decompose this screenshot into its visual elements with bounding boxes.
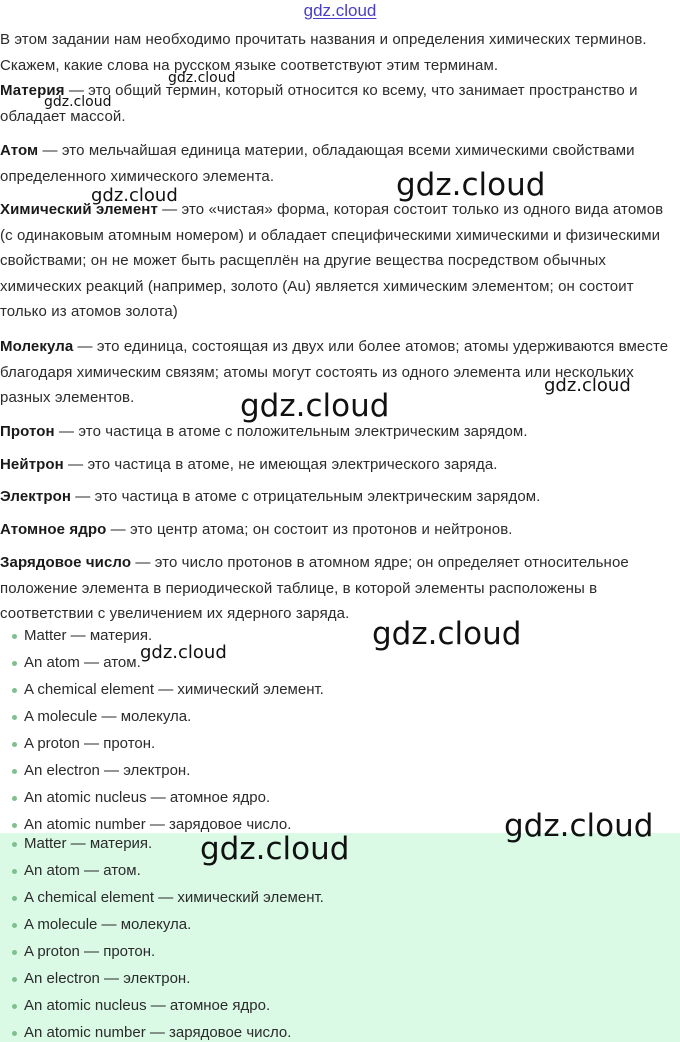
bullet-icon (12, 977, 17, 982)
definition-atom (0, 138, 678, 189)
watermark: gdz.cloud (544, 375, 631, 396)
list-item: An atom — атом. (0, 857, 680, 884)
list-item: A molecule — молекула. (0, 911, 680, 938)
watermark: gdz.cloud (140, 642, 227, 663)
list-item: An atomic nucleus — атомное ядро. (0, 992, 680, 1019)
definition-text: — это общий термин, который относится ко всему, что занимает пространство и обладает массой. (0, 82, 638, 125)
list-item: An atom — атом. (0, 649, 680, 676)
watermark: gdz.cloud (168, 70, 236, 86)
definition-term: Атомное ядро (0, 521, 107, 538)
watermark: gdz.cloud (91, 185, 178, 206)
list-item: An atomic nucleus — атомное ядро. (0, 784, 680, 811)
definition-text: — это частица в атоме с отрицательным электрическим зарядом. (71, 488, 541, 505)
list-item: A proton — протон. (0, 938, 680, 965)
definition-term: Материя (0, 82, 65, 99)
definition-term: Электрон (0, 488, 72, 505)
definition-term: Химический элемент (0, 201, 158, 218)
bullet-icon (12, 823, 17, 828)
list-item: An electron — электрон. (0, 965, 680, 992)
definition-text: — это частица в атоме с положительным электрическим зарядом. (54, 423, 528, 440)
definition-electron (0, 484, 678, 510)
definition-text: — это центр атома; он состоит из протонов и нейтронов. (106, 521, 513, 538)
definition-term: Нейтрон (0, 456, 64, 473)
watermark: gdz.cloud (372, 616, 522, 652)
definition-atomic-number (0, 550, 678, 627)
watermark: gdz.cloud (44, 94, 112, 110)
list-item: A molecule — молекула. (0, 703, 680, 730)
bullet-icon (12, 842, 17, 847)
list-item: An electron — электрон. (0, 757, 680, 784)
bullet-icon (12, 742, 17, 747)
definition-text: — это мельчайшая единица материи, обладающая всеми химическими свойствами определенного химического элемента. (0, 142, 635, 185)
list-item: An atomic number — зарядовое число. (0, 1019, 680, 1042)
definition-chemical-element (0, 197, 678, 325)
definition-text: — это число протонов в атомном ядре; он определяет относительное положение элемента в периодической таблице, в которой элементы расположены в соответствии с увеличением их ядерного заряда. (0, 554, 629, 622)
definition-term: Атом (0, 142, 39, 159)
bullet-icon (12, 796, 17, 801)
watermark: gdz.cloud (240, 388, 390, 424)
list-item: Matter — материя. (0, 622, 680, 649)
list-item: A proton — протон. (0, 730, 680, 757)
bullet-icon (12, 896, 17, 901)
definition-text: — это частица в атоме, не имеющая электрического заряда. (63, 456, 498, 473)
bullet-icon (12, 688, 17, 693)
site-brand-link[interactable]: gdz.cloud (303, 1, 377, 20)
definition-atomic-nucleus (0, 517, 678, 543)
definition-term: Зарядовое число (0, 554, 132, 571)
bullet-icon (12, 634, 17, 639)
definition-term: Молекула (0, 338, 74, 355)
bullet-icon (12, 661, 17, 666)
bullet-icon (12, 950, 17, 955)
list-item: Matter — материя. (0, 830, 680, 857)
bullet-icon (12, 769, 17, 774)
bullet-icon (12, 923, 17, 928)
definition-text: — это единица, состоящая из двух или более атомов; атомы удерживаются вместе благодаря химическим связям; атомы могут состоять из одного элемента или нескольких разных элементов. (0, 338, 669, 406)
bullet-icon (12, 715, 17, 720)
list-item: A chemical element — химический элемент. (0, 676, 680, 703)
bullet-icon (12, 869, 17, 874)
definition-term: Протон (0, 423, 55, 440)
bullet-icon (12, 1031, 17, 1036)
list-item: An atomic number — зарядовое число. (0, 811, 680, 838)
watermark: gdz.cloud (504, 808, 654, 844)
definition-neutron (0, 452, 678, 478)
list-item: A chemical element — химический элемент. (0, 884, 680, 911)
watermark: gdz.cloud (200, 831, 350, 867)
terms-list (0, 622, 680, 838)
bullet-icon (12, 1004, 17, 1009)
intro-paragraph: В этом задании нам необходимо прочитать названия и определения химических терминов. Скажем, какие слова на русском языке соответствуют этим терминам. (0, 31, 647, 74)
definition-text: — это «чистая» форма, которая состоит только из одного вида атомов (с одинаковым атомным номером) и обладает специфическими химическими и физическими свойствами; он не может быть расщеплён на другие вещества посредством обычных химических реакций (например, золото (Au) является химическим элементом; он состоит только из атомов золота) (0, 201, 664, 320)
watermark: gdz.cloud (396, 167, 546, 203)
